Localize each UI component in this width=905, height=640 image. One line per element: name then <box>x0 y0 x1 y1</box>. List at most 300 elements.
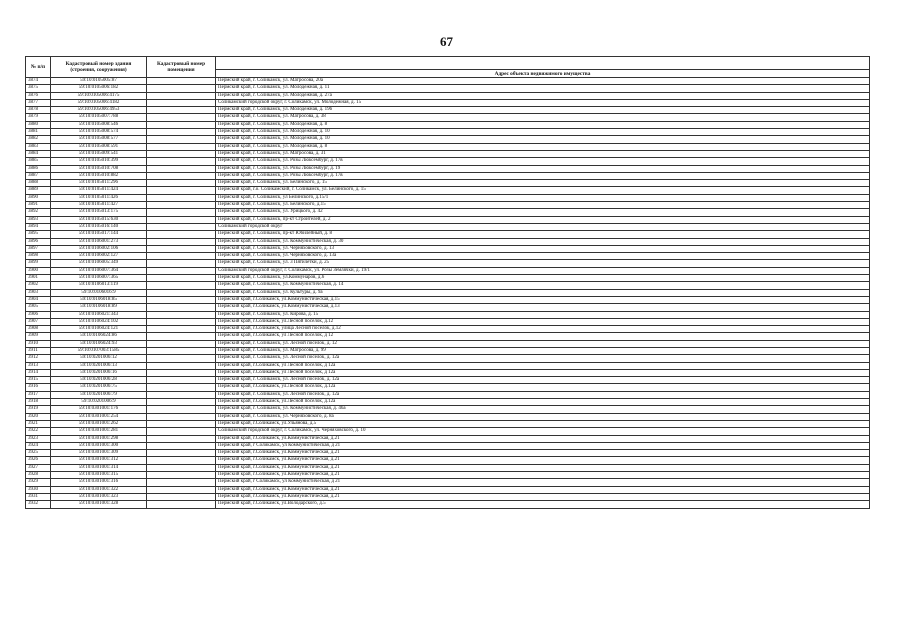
cadastral-number: 59:10:0105006:4182 <box>51 99 147 106</box>
room-number <box>147 253 216 260</box>
room-number <box>147 311 216 318</box>
cadastral-number: 59:10:0105010:708 <box>51 165 147 172</box>
row-number: 3888 <box>26 180 51 187</box>
table-row <box>26 150 870 157</box>
table-row <box>26 92 870 99</box>
address: Пермский край, г. Соликамск, ул. Черняховского, д. 13 <box>216 245 870 252</box>
table-row <box>26 326 870 333</box>
room-number <box>147 114 216 121</box>
row-number: 3895 <box>26 231 51 238</box>
row-number: 3896 <box>26 238 51 245</box>
room-number <box>147 121 216 128</box>
cadastral-number: 59:10:0301001:323 <box>51 493 147 500</box>
table-row <box>26 391 870 398</box>
row-number: 3920 <box>26 413 51 420</box>
room-number <box>147 194 216 201</box>
address: Пермский край, г. Соликамск, пр-кт Строителей, д. 2 <box>216 216 870 223</box>
table-row <box>26 450 870 457</box>
table-row <box>26 457 870 464</box>
room-number <box>147 472 216 479</box>
row-number: 3908 <box>26 326 51 333</box>
address: Пермский край, г. Соликамск, ул. Матросова, д. 31 <box>216 150 870 157</box>
cadastral-number: 59:10:0105006:4953 <box>51 107 147 114</box>
room-number <box>147 406 216 413</box>
room-number <box>147 347 216 354</box>
room-number <box>147 92 216 99</box>
room-number <box>147 129 216 136</box>
table-row <box>26 202 870 209</box>
cadastral-number: 59:10:0105011:424 <box>51 187 147 194</box>
address: Пермский край, г.Соликамск, ул Лесной поселок, д 12 <box>216 333 870 340</box>
address: Пермский край, г. Соликамск, ул. Матросова, д. 38 <box>216 114 870 121</box>
table-row <box>26 107 870 114</box>
table-row <box>26 282 870 289</box>
row-number: 3917 <box>26 391 51 398</box>
row-number: 3909 <box>26 333 51 340</box>
table-row <box>26 267 870 274</box>
row-number: 3913 <box>26 362 51 369</box>
cadastral-number: 59:10:0301001:300 <box>51 442 147 449</box>
room-number <box>147 223 216 230</box>
address: Пермский край, г.Соликамск, ул.Лесной поселок, д.12 <box>216 318 870 325</box>
row-number: 3883 <box>26 143 51 150</box>
row-number: 3912 <box>26 355 51 362</box>
table-row <box>26 78 870 85</box>
table-row <box>26 121 870 128</box>
table-row <box>26 377 870 384</box>
table-row <box>26 464 870 471</box>
cadastral-number: 59:10:0301001:281 <box>51 428 147 435</box>
room-number <box>147 362 216 369</box>
cadastral-number: 59:10:0105008:574 <box>51 129 147 136</box>
address: Соликамский городской округ, г. Соликамск, ул. Молодежная, д. 15 <box>216 99 870 106</box>
table-row <box>26 420 870 427</box>
room-number <box>147 202 216 209</box>
address: Пермский край, г.о. Соликамский, г. Соликамск, ул. Белинского, д. 15 <box>216 187 870 194</box>
cadastral-number: 59:10:0105015:630 <box>51 216 147 223</box>
address: Пермский край, г. Соликамск, ул Белинского, д.15/1 <box>216 194 870 201</box>
row-number: 3928 <box>26 472 51 479</box>
address: Пермский край, г. Соликамск, ул. Коммунистическая, д. 14 <box>216 282 870 289</box>
cadastral-number: 59:10:0106024:86 <box>51 333 147 340</box>
table-row <box>26 143 870 150</box>
table-row <box>26 158 870 165</box>
address: Пермский край, г. Соликамск, ул. Молодежная, д. 10 <box>216 129 870 136</box>
cadastral-number: 59:10:0105010:399 <box>51 158 147 165</box>
address: Пермский край, г. Соликамск, ул. Белинского, д. 15 <box>216 180 870 187</box>
room-number <box>147 377 216 384</box>
row-number: 3878 <box>26 107 51 114</box>
row-number: 3924 <box>26 442 51 449</box>
room-number <box>147 282 216 289</box>
room-number <box>147 260 216 267</box>
table-row <box>26 187 870 194</box>
row-number: 3903 <box>26 289 51 296</box>
cadastral-number: 59:10:0105006:182 <box>51 85 147 92</box>
room-number <box>147 318 216 325</box>
table-row <box>26 347 870 354</box>
header-cadastral: Кадастровый номер здания (строения, сооружения) <box>51 57 147 78</box>
table-row <box>26 253 870 260</box>
table-row <box>26 245 870 252</box>
room-number <box>147 216 216 223</box>
table-row <box>26 486 870 493</box>
row-number: 3914 <box>26 369 51 376</box>
row-number: 3921 <box>26 420 51 427</box>
row-number: 3882 <box>26 136 51 143</box>
address: Пермский край, г.Соликамск, ул.Коммунистическая, д.21 <box>216 435 870 442</box>
table-row <box>26 296 870 303</box>
row-number: 3922 <box>26 428 51 435</box>
room-number <box>147 85 216 92</box>
address: Пермский край, г. Соликамск, ул. Белинского, д.15 <box>216 202 870 209</box>
table-row <box>26 260 870 267</box>
room-number <box>147 457 216 464</box>
cadastral-number: 59:10:0301001:315 <box>51 472 147 479</box>
row-number: 3905 <box>26 304 51 311</box>
address: Пермский край, г.Соликамск, ул.Коммунистическая, д.21 <box>216 472 870 479</box>
room-number <box>147 493 216 500</box>
address: Пермский край, г. Соликамск, ул. Лесной поселок, д. 12 <box>216 340 870 347</box>
table-row <box>26 85 870 92</box>
cadastral-number: 59:10:0106021:343 <box>51 311 147 318</box>
table-row <box>26 129 870 136</box>
table-row <box>26 493 870 500</box>
table-row <box>26 216 870 223</box>
row-number: 3927 <box>26 464 51 471</box>
room-number <box>147 187 216 194</box>
address: Пермский край, г.Соликамск, ул.Володарского, д.5 <box>216 501 870 508</box>
room-number <box>147 136 216 143</box>
cadastral-number: 59:10:0301001:254 <box>51 413 147 420</box>
address: Пермский край, г. Соликамск, ул. Молодежная, д. 10 <box>216 136 870 143</box>
address: Пермский край, г. Соликамск, ул. Молодежная, д. 11 <box>216 85 870 92</box>
cadastral-number: 59:10:0105008:546 <box>51 121 147 128</box>
address: Пермский край, г. Соликамск, пр-кт Юбилейный, д. 8 <box>216 231 870 238</box>
address: Пермский край, г. Соликамск, ул. Культуры, д. 9а <box>216 289 870 296</box>
address: Пермский край, г. Соликамск, ул. Розы Люксембург, д. 17в <box>216 172 870 179</box>
cadastral-number: 59:10:0105010:882 <box>51 172 147 179</box>
table-row <box>26 413 870 420</box>
row-number: 3932 <box>26 501 51 508</box>
cadastral-number: 59:10:0301001:262 <box>51 420 147 427</box>
row-number: 3886 <box>26 165 51 172</box>
cadastral-number: 59:10:0105016:140 <box>51 223 147 230</box>
row-number: 3884 <box>26 150 51 157</box>
table-row <box>26 209 870 216</box>
table-row <box>26 501 870 508</box>
room-number <box>147 107 216 114</box>
table-row <box>26 435 870 442</box>
row-number: 3893 <box>26 216 51 223</box>
row-number: 3926 <box>26 457 51 464</box>
address: Пермский край, г.Соликамск, ул.Коммунистическая, д.21 <box>216 464 870 471</box>
table-row <box>26 311 870 318</box>
row-number: 3923 <box>26 435 51 442</box>
row-number: 3906 <box>26 311 51 318</box>
address: Соликамский городской округ, г. Соликамск, ул. Черняховского, д. 10 <box>216 428 870 435</box>
cadastral-number: 59:10:0105017:144 <box>51 231 147 238</box>
row-number: 3916 <box>26 384 51 391</box>
address: Пермский край, г.Соликамск, ул.Лесной поселок, д.12а <box>216 399 870 406</box>
row-number: 3885 <box>26 158 51 165</box>
table-row <box>26 355 870 362</box>
address: Пермский край, г. Соликамск, ул. Матросова, 20а <box>216 78 870 85</box>
cadastral-number: 59:10:0106002:127 <box>51 253 147 260</box>
address: Пермский край, г Соликамск, ул Коммунистическая, д 21 <box>216 479 870 486</box>
cadastral-number: 59:10:0301001:298 <box>51 435 147 442</box>
cadastral-number: 59:10:0105009:541 <box>51 150 147 157</box>
room-number <box>147 450 216 457</box>
cadastral-number: 59:10:0201006:16 <box>51 369 147 376</box>
table-row <box>26 114 870 121</box>
room-number <box>147 479 216 486</box>
row-number: 3929 <box>26 479 51 486</box>
room-number <box>147 333 216 340</box>
room-number <box>147 399 216 406</box>
header-room: Кадастровый номер помещения <box>147 57 216 78</box>
table-body <box>26 78 870 509</box>
cadastral-number: 59:10:0106007:365 <box>51 275 147 282</box>
page-number: 67 <box>440 34 453 49</box>
cadastral-number: 59:10:0106002:106 <box>51 245 147 252</box>
room-number <box>147 326 216 333</box>
table-row <box>26 165 870 172</box>
table-row <box>26 180 870 187</box>
address: Пермский край, г. Соликамск, ул. Розы Люксембург, д. 19 <box>216 165 870 172</box>
address: Пермский край, г. Соликамск, ул. Молодежная, д. 27а <box>216 92 870 99</box>
table-row <box>26 333 870 340</box>
row-number: 3925 <box>26 450 51 457</box>
room-number <box>147 231 216 238</box>
cadastral-number: 59:10:0105011:296 <box>51 180 147 187</box>
table-row <box>26 479 870 486</box>
address: Пермский край, г. Соликамск, ул. Урицкого, д. 42 <box>216 209 870 216</box>
cadastral-number: 59:10:0106016:9 <box>51 289 147 296</box>
row-number: 3904 <box>26 296 51 303</box>
cadastral-number: 59:10:0106013:119 <box>51 282 147 289</box>
row-number: 3898 <box>26 253 51 260</box>
room-number <box>147 369 216 376</box>
row-number: 3911 <box>26 347 51 354</box>
cadastral-number: 59:10:0201006:13 <box>51 362 147 369</box>
table-row <box>26 399 870 406</box>
room-number <box>147 158 216 165</box>
cadastral-number: 59:10:0106018:89 <box>51 304 147 311</box>
address: Пермский край, г.Соликамск, улица Лесной поселок, д.12 <box>216 326 870 333</box>
room-number <box>147 180 216 187</box>
cadastral-number: 59:10:0105013:175 <box>51 209 147 216</box>
cadastral-number: 59:10:0105011:427 <box>51 202 147 209</box>
address: Пермский край, г. Соликамск, ул.Коммунаров, д.6 <box>216 275 870 282</box>
room-number <box>147 355 216 362</box>
table-row <box>26 99 870 106</box>
header-num: № п/п <box>26 57 51 78</box>
cadastral-number: 59:10:0201006:75 <box>51 384 147 391</box>
table-row <box>26 340 870 347</box>
address: Пермский край, г.Соликамск, ул.Коммунистическая, д.21 <box>216 486 870 493</box>
room-number <box>147 340 216 347</box>
row-number: 3887 <box>26 172 51 179</box>
table-row <box>26 289 870 296</box>
address: Пермский край, г. Соликамск, ул. Черняховского, д. 8а <box>216 413 870 420</box>
table-header-row <box>26 57 870 78</box>
room-number <box>147 384 216 391</box>
row-number: 3891 <box>26 202 51 209</box>
table-row <box>26 238 870 245</box>
room-number <box>147 99 216 106</box>
table-row <box>26 231 870 238</box>
cadastral-number: 59:10:0105011:426 <box>51 194 147 201</box>
room-number <box>147 486 216 493</box>
room-number <box>147 442 216 449</box>
row-number: 3889 <box>26 187 51 194</box>
cadastral-number: 59:10:0201006:12 <box>51 355 147 362</box>
room-number <box>147 304 216 311</box>
cadastral-number: 59:10:0301001:309 <box>51 450 147 457</box>
row-number: 3901 <box>26 275 51 282</box>
table-row <box>26 472 870 479</box>
room-number <box>147 150 216 157</box>
address: Пермский край, г.Соликамск, ул.Коммунистическая, д.21 <box>216 493 870 500</box>
header-address-label: Адрес объекта недвижимого имущества <box>216 69 869 77</box>
cadastral-number: 59:10:0106007:364 <box>51 267 147 274</box>
cadastral-number: 59:10:0105005:87 <box>51 78 147 85</box>
cadastral-number: 59:10:0301001:312 <box>51 457 147 464</box>
table-row <box>26 442 870 449</box>
address: Пермский край, г. Соликамск, ул. Коммунистическая, д. 30 <box>216 238 870 245</box>
row-number: 3879 <box>26 114 51 121</box>
address: Пермский край, г. Соликамск, ул. Черняховского, д. 13а <box>216 253 870 260</box>
address: Пермский край, г. Соликамск, ул. Молодежная, д. 8 <box>216 121 870 128</box>
row-number: 3897 <box>26 245 51 252</box>
cadastral-number: 59:10:0201006:79 <box>51 391 147 398</box>
table-row <box>26 172 870 179</box>
cadastral-number: 59:10:0105008:577 <box>51 136 147 143</box>
address: Пермский край, г.Соликамск, ул.Коммунистическая, д.13 <box>216 304 870 311</box>
cadastral-number: 59:10:0301001:328 <box>51 501 147 508</box>
cadastral-number: 59:10:0106024:102 <box>51 318 147 325</box>
room-number <box>147 413 216 420</box>
room-number <box>147 78 216 85</box>
cadastral-number: 59:10:0107003:1585 <box>51 347 147 354</box>
room-number <box>147 420 216 427</box>
address: Пермский край, г.Соликамск, ул.Коммунистическая, д.21 <box>216 457 870 464</box>
row-number: 3881 <box>26 129 51 136</box>
address: Пермский край, г. Соликамск, ул. Матросова, д. 99 <box>216 347 870 354</box>
header-address <box>216 57 870 78</box>
room-number <box>147 165 216 172</box>
table-row <box>26 318 870 325</box>
address: Пермский край, г. Соликамск, ул. Коммунистическая, д. 46а <box>216 406 870 413</box>
row-number: 3910 <box>26 340 51 347</box>
address: Пермский край, г.Соликамск, ул.Коммунистическая, д.21 <box>216 450 870 457</box>
cadastral-number: 59:10:0201006:9 <box>51 399 147 406</box>
address: Пермский край, г Соликамск, ул Коммунистическая, д 21 <box>216 442 870 449</box>
table-row <box>26 362 870 369</box>
room-number <box>147 501 216 508</box>
room-number <box>147 209 216 216</box>
cadastral-number: 59:10:0301001:322 <box>51 486 147 493</box>
room-number <box>147 172 216 179</box>
room-number <box>147 275 216 282</box>
room-number <box>147 245 216 252</box>
row-number: 3894 <box>26 223 51 230</box>
cadastral-number: 59:10:0301001:316 <box>51 479 147 486</box>
room-number <box>147 289 216 296</box>
room-number <box>147 238 216 245</box>
row-number: 3907 <box>26 318 51 325</box>
address: Пермский край, г. Соликамск, ул. Молодежная, д. 8 <box>216 143 870 150</box>
row-number: 3930 <box>26 486 51 493</box>
address: Пермский край, г. Соликамск, ул. Лесной поселок, д. 12а <box>216 377 870 384</box>
address: Пермский край, г.Соликамск, ул.Лесной поселок, д.12а <box>216 384 870 391</box>
cadastral-number: 59:10:0105008:591 <box>51 143 147 150</box>
table-row <box>26 369 870 376</box>
cadastral-number: 59:10:0106024:121 <box>51 326 147 333</box>
table-row <box>26 384 870 391</box>
address: Пермский край, г. Соликамск, ул. 3 Пятилетки, д. 25 <box>216 260 870 267</box>
room-number <box>147 464 216 471</box>
row-number: 3902 <box>26 282 51 289</box>
cadastral-number: 59:10:0301001:176 <box>51 406 147 413</box>
cadastral-number: 59:10:0106024:93 <box>51 340 147 347</box>
row-number: 3876 <box>26 92 51 99</box>
room-number <box>147 143 216 150</box>
cadastral-number: 59:10:0105006:4175 <box>51 92 147 99</box>
cadastral-number: 59:10:0201006:28 <box>51 377 147 384</box>
row-number: 3892 <box>26 209 51 216</box>
address: Пермский край, г.Соликамск, ул.Коммунистическая, д.15 <box>216 296 870 303</box>
address: Пермский край, г.Соликамск, ул Лесной поселок, д 12а <box>216 362 870 369</box>
address: Соликамский городской округ <box>216 223 870 230</box>
table-row <box>26 428 870 435</box>
table-row <box>26 194 870 201</box>
room-number <box>147 267 216 274</box>
table-row <box>26 136 870 143</box>
cadastral-number: 59:10:0106001:273 <box>51 238 147 245</box>
row-number: 3900 <box>26 267 51 274</box>
row-number: 3875 <box>26 85 51 92</box>
address: Пермский край, г.Соликамск, ул.Ульянова, д.5 <box>216 420 870 427</box>
table-row <box>26 406 870 413</box>
room-number <box>147 428 216 435</box>
row-number: 3919 <box>26 406 51 413</box>
address: Пермский край, г. Соликамск, ул. Розы Люксембург, д. 17в <box>216 158 870 165</box>
row-number: 3880 <box>26 121 51 128</box>
row-number: 3918 <box>26 399 51 406</box>
address: Пермский край, г. Соликамск, ул. Молодежная, д. 19б <box>216 107 870 114</box>
row-number: 3877 <box>26 99 51 106</box>
row-number: 3915 <box>26 377 51 384</box>
address: Соликамский городской округ, г. Соликамск, ул. Розы Землячки, д. 19/1 <box>216 267 870 274</box>
cadastral-number: 59:10:0106005:349 <box>51 260 147 267</box>
address: Пермский край, г.Соликамск, ул Лесной поселок, д 12а <box>216 369 870 376</box>
room-number <box>147 391 216 398</box>
address: Пермский край, г. Соликамск, ул. Кирова, д. 15 <box>216 311 870 318</box>
row-number: 3931 <box>26 493 51 500</box>
address: Пермский край, г. Соликамск, ул. Лесной поселок, д. 12а <box>216 355 870 362</box>
table-row <box>26 275 870 282</box>
address: Пермский край, г. Соликамск, ул. Лесной поселок, д. 12а <box>216 391 870 398</box>
cadastral-number: 59:10:0106018:85 <box>51 296 147 303</box>
room-number <box>147 296 216 303</box>
row-number: 3890 <box>26 194 51 201</box>
table-row <box>26 223 870 230</box>
cadastral-number: 59:10:0105007:788 <box>51 114 147 121</box>
room-number <box>147 435 216 442</box>
row-number: 3874 <box>26 78 51 85</box>
